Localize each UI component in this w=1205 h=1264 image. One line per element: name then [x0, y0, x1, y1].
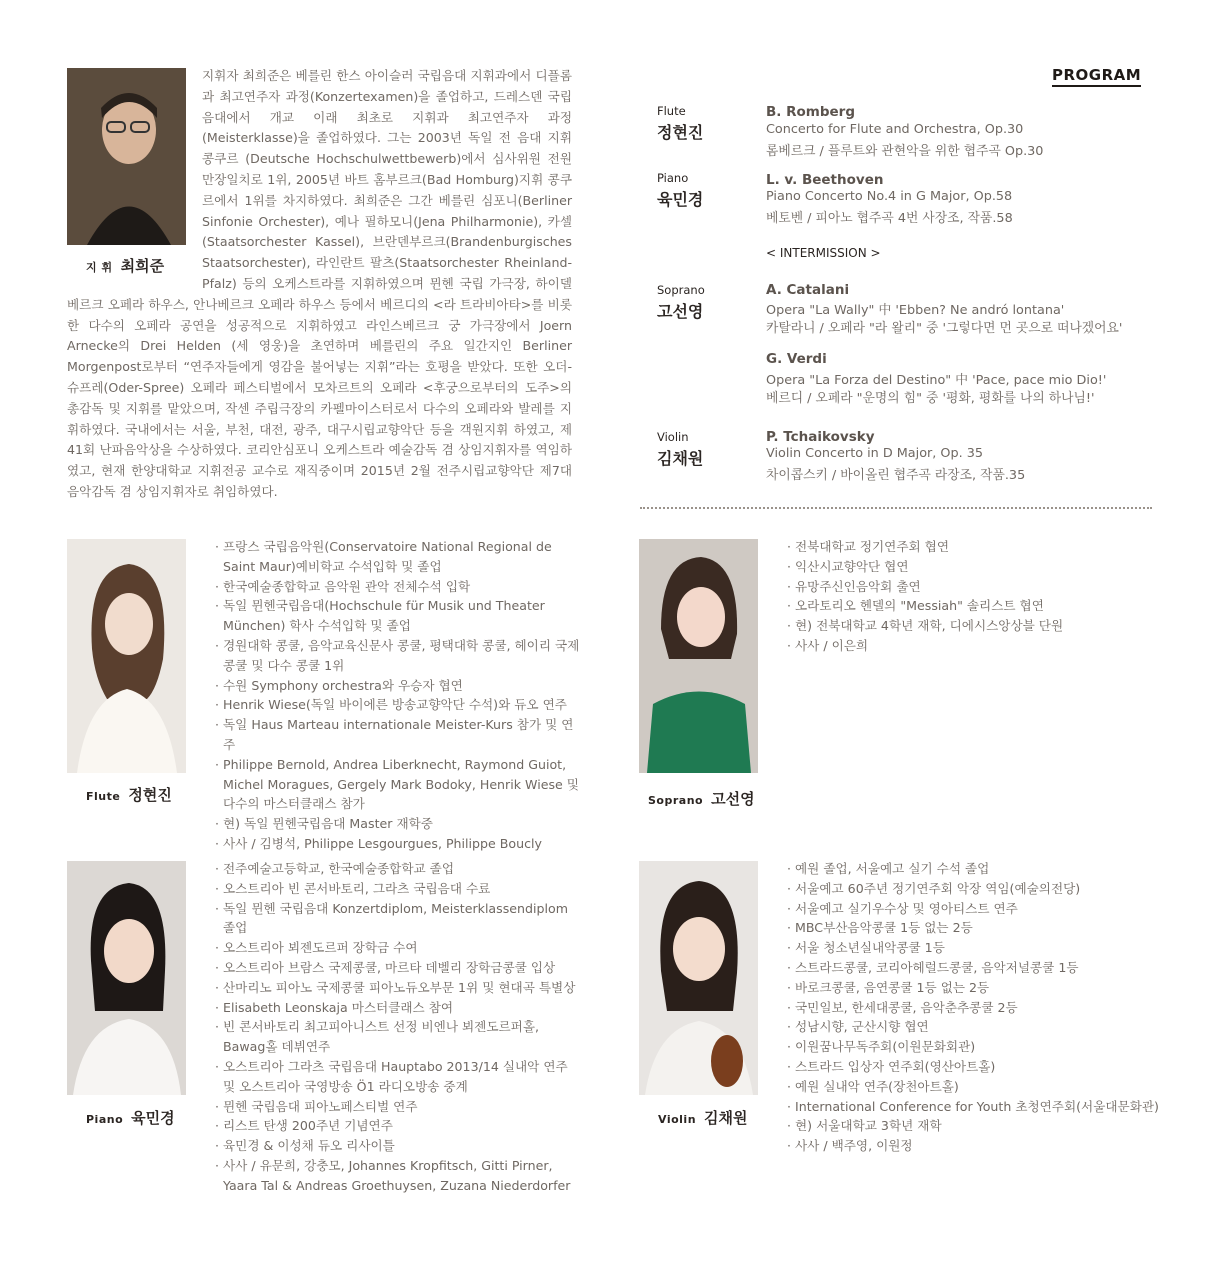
list-item: · 경원대학 콩쿨, 음악교육신문사 콩쿨, 평택대학 콩쿨, 헤이리 국제콩쿨 및 다수 콩쿨 1위 [215, 636, 580, 676]
list-item: · 사사 / 백주영, 이원정 [787, 1136, 1167, 1156]
list-item: · 오스트리아 브람스 국제콩쿨, 마르타 데벨리 장학금콩쿨 입상 [215, 958, 580, 978]
list-item: · 육민경 & 이성채 듀오 리사이틀 [215, 1136, 580, 1156]
violin-role: Violin [658, 1113, 697, 1126]
program-work-verdi: Opera "La Forza del Destino" 中 'Pace, pace mio Dio!' [766, 373, 1107, 388]
list-item: · 사사 / 김병석, Philippe Lesgourgues, Philippe Boucly [215, 834, 580, 854]
soprano-portrait-icon [639, 539, 758, 773]
program-composer-tchaikovsky: P. Tchaikovsky [766, 429, 875, 445]
list-item: · 국민일보, 한세대콩쿨, 음악춘추콩쿨 2등 [787, 998, 1167, 1018]
list-item: · 독일 뮌헨국립음대(Hochschule für Musik und Theater München) 학사 수석입학 및 졸업 [215, 596, 580, 636]
list-item: · 익산시교향악단 협연 [787, 557, 1137, 577]
program-work-beethoven: Piano Concerto No.4 in G Major, Op.58 [766, 189, 1013, 204]
list-item: · 사사 / 이은희 [787, 636, 1137, 656]
list-item: · 유망주신인음악회 출연 [787, 577, 1137, 597]
flute-name: 정현진 [128, 786, 172, 804]
list-item: · MBC부산음악콩쿨 1등 없는 2등 [787, 918, 1167, 938]
violin-caption [658, 1107, 748, 1128]
list-item: · Elisabeth Leonskaja 마스터클래스 참여 [215, 998, 580, 1018]
list-item: · 서울예고 실기우수상 및 영아티스트 연주 [787, 899, 1167, 919]
program-work-romberg-kr: 롬베르크 / 플루트와 관현악을 위한 협주곡 Op.30 [766, 144, 1044, 159]
program-title: PROGRAM [1052, 66, 1141, 87]
program-name-piano: 육민경 [657, 190, 704, 209]
program-work-romberg: Concerto for Flute and Orchestra, Op.30 [766, 122, 1024, 137]
program-work-catalani-kr: 카탈라니 / 오페라 "라 왈리" 중 '그렇다면 먼 곳으로 떠나겠어요' [766, 321, 1123, 336]
list-item: · International Conference for Youth 초청연주회(서울대문화관) [787, 1097, 1167, 1117]
program-intermission: < INTERMISSION > [766, 246, 881, 260]
list-item: · 사사 / 유문희, 강충모, Johannes Kropfitsch, Gitti Pirner, Yaara Tal & Andreas Groethuysen, Zuzana Niederdorfer [215, 1156, 580, 1196]
list-item: · 전주예술고등학교, 한국예술종합학교 졸업 [215, 859, 580, 879]
flute-bio-list [215, 537, 580, 854]
soprano-name: 고선영 [711, 790, 755, 808]
section-divider [640, 507, 1152, 509]
violin-photo [639, 861, 758, 1095]
violin-name: 김채원 [704, 1109, 748, 1127]
list-item: · 스트라드 입상자 연주회(영산아트홀) [787, 1057, 1167, 1077]
list-item: · 예원 졸업, 서울예고 실기 수석 졸업 [787, 859, 1167, 879]
program-work-tchaikovsky: Violin Concerto in D Major, Op. 35 [766, 446, 984, 461]
list-item: · 스트라드콩쿨, 코리아헤럴드콩쿨, 음악저널콩쿨 1등 [787, 958, 1167, 978]
piano-role: Piano [86, 1113, 124, 1126]
list-item: · 서울 청소년실내악콩쿨 1등 [787, 938, 1167, 958]
list-item: · 성남시향, 군산시향 협연 [787, 1017, 1167, 1037]
program-composer-beethoven: L. v. Beethoven [766, 172, 884, 188]
piano-caption [86, 1107, 175, 1128]
program-work-beethoven-kr: 베토벤 / 피아노 협주곡 4번 사장조, 작품.58 [766, 211, 1013, 226]
program-name-soprano: 고선영 [657, 302, 704, 321]
list-item: · 수원 Symphony orchestra와 우승자 협연 [215, 676, 580, 696]
flute-role: Flute [86, 790, 121, 803]
program-role-violin: Violin [657, 430, 689, 444]
piano-portrait-icon [67, 861, 186, 1095]
soprano-bio-list [787, 537, 1137, 656]
program-role-flute: Flute [657, 104, 686, 118]
list-item: · 독일 Haus Marteau internationale Meister-Kurs 참가 및 연주 [215, 715, 580, 755]
violin-bio-list [787, 859, 1167, 1156]
flute-caption [86, 784, 172, 805]
soprano-role: Soprano [648, 794, 704, 807]
program-name-violin: 김채원 [657, 449, 704, 468]
program-composer-catalani: A. Catalani [766, 282, 850, 298]
conductor-role: 지 휘 [86, 261, 113, 274]
violin-portrait-icon [639, 861, 758, 1095]
list-item: · 서울예고 60주년 정기연주회 악장 역임(예술의전당) [787, 879, 1167, 899]
list-item: · Philippe Bernold, Andrea Liberknecht, Raymond Guiot, Michel Moragues, Gergely Mark Bodoky, Henrik Wiese 및 다수의 마스터클래스 참가 [215, 755, 580, 814]
list-item: · 전북대학교 정기연주회 협연 [787, 537, 1137, 557]
list-item: · 예원 실내악 연주(장천아트홀) [787, 1077, 1167, 1097]
flute-photo [67, 539, 186, 773]
list-item: · 이원꿈나무독주회(이원문화회관) [787, 1037, 1167, 1057]
list-item: · 오라토리오 헨델의 "Messiah" 솔리스트 협연 [787, 596, 1137, 616]
list-item: · 빈 콘서바토리 최고피아니스트 선정 비엔나 뵈젠도르퍼홀, Bawag홀 데뷔연주 [215, 1017, 580, 1057]
list-item: · 리스트 탄생 200주년 기념연주 [215, 1116, 580, 1136]
soprano-photo [639, 539, 758, 773]
list-item: · 독일 뮌헨 국립음대 Konzertdiplom, Meisterklassendiplom 졸업 [215, 899, 580, 939]
list-item: · 뮌헨 국립음대 피아노페스티벌 연주 [215, 1097, 580, 1117]
list-item: · 현) 전북대학교 4학년 재학, 디에시스앙상블 단원 [787, 616, 1137, 636]
program-composer-verdi: G. Verdi [766, 351, 827, 367]
list-item: · 오스트리아 빈 콘서바토리, 그라츠 국립음대 수료 [215, 879, 580, 899]
list-item: · 바로크콩쿨, 음연콩쿨 1등 없는 2등 [787, 978, 1167, 998]
list-item: · 산마리노 피아노 국제콩쿨 피아노듀오부문 1위 및 현대곡 특별상 [215, 978, 580, 998]
list-item: · 프랑스 국립음악원(Conservatoire National Regional de Saint Maur)예비학교 수석입학 및 졸업 [215, 537, 580, 577]
program-work-tchaikovsky-kr: 차이콥스키 / 바이올린 협주곡 라장조, 작품.35 [766, 468, 1026, 483]
piano-photo [67, 861, 186, 1095]
soprano-caption [648, 788, 755, 809]
conductor-name: 최희준 [120, 257, 165, 275]
piano-name: 육민경 [131, 1109, 175, 1127]
list-item: · 오스트리아 뵈젠도르퍼 장학금 수여 [215, 938, 580, 958]
list-item: · Henrik Wiese(독일 바이에른 방송교향악단 수석)와 듀오 연주 [215, 695, 580, 715]
piano-bio-list [215, 859, 580, 1196]
list-item: · 현) 서울대학교 3학년 재학 [787, 1116, 1167, 1136]
program-composer-romberg: B. Romberg [766, 104, 855, 120]
program-work-verdi-kr: 베르디 / 오페라 "운명의 힘" 중 '평화, 평화를 나의 하나님!' [766, 391, 1095, 406]
conductor-bio-text: 지휘자 최희준은 베를린 한스 아이슬러 국립음대 지휘과에서 디플롬과 최고연주자 과정(Konzertexamen)을 졸업하고, 드레스덴 국립음대에서 개교 이래 최초로 지휘과 최고연주자 과정(Meisterklasse)을 졸업하였다. 그는 2003년 독일 전 음대 지휘 콩쿠르 (Deutsche Hochschulwettbewerb)에서 심사위원 전원만장일치로 1위, 2005년 바트 홈부르크(Bad Homburg)지휘 콩쿠르에서 1위를 차지하였다. 최희준은 그간 베를린 심포니(Berliner Sinfonie Orchester), 예나 필하모니(Jena Philharmonie), 카셀 (Staatsorchester Kassel), 브란덴부르크(Brandenburgisches Staatsorchester), 라인란트 팔츠(Staatsorchester Rheinland-Pfalz) 등의 오케스트라를 지휘하였으며 뮌헨 국립 가극장, 하이델베르크 오페라 하우스, 안나베르크 오페라 하우스 등에서 베르디의 <라 트라비아타>를 비롯한 다수의 오페라 공연을 성공적으로 지휘하였고 라인스베르크 궁 가극장에서 Joern Arnecke의 Drei Helden (세 영웅)을 초연하며 베를린의 주요 일간지인 Berliner Morgenpost로부터 “연주자들에게 영감을 불어넣는 지휘”라는 호평을 받았다. 또한 오더-슈프레(Oder-Spree) 오페라 페스티벌에서 모차르트의 오페라 <후궁으로부터의 도주>의 총감독 및 지휘를 맡았으며, 작센 주립극장의 카펠마이스터로서 다수의 오페라와 발레를 지휘하였다. 국내에서는 서울, 부천, 대전, 광주, 대구시립교향악단 등을 객원지휘 하였고, 제41회 난파음악상을 수상하였다. 코리안심포니 오케스트라 예술감독 겸 상임지휘자를 역임하였고, 현재 한양대학교 지휘전공 교수로 재직중이며 2015년 2월 전주시립교향악단 제7대 음악감독 겸 상임지휘자로 취임하였다. [67, 68, 572, 499]
program-role-soprano: Soprano [657, 283, 705, 297]
list-item: · 한국예술종합학교 음악원 관악 전체수석 입학 [215, 577, 580, 597]
program-work-catalani: Opera "La Wally" 中 'Ebben? Ne andró lontana' [766, 303, 1065, 318]
list-item: · 현) 독일 뮌헨국립음대 Master 재학중 [215, 814, 580, 834]
program-role-piano: Piano [657, 171, 689, 185]
program-name-flute: 정현진 [657, 123, 704, 142]
list-item: · 오스트리아 그라츠 국립음대 Hauptabo 2013/14 실내악 연주 및 오스트리아 국영방송 Ö1 라디오방송 중계 [215, 1057, 580, 1097]
flute-portrait-icon [67, 539, 186, 773]
